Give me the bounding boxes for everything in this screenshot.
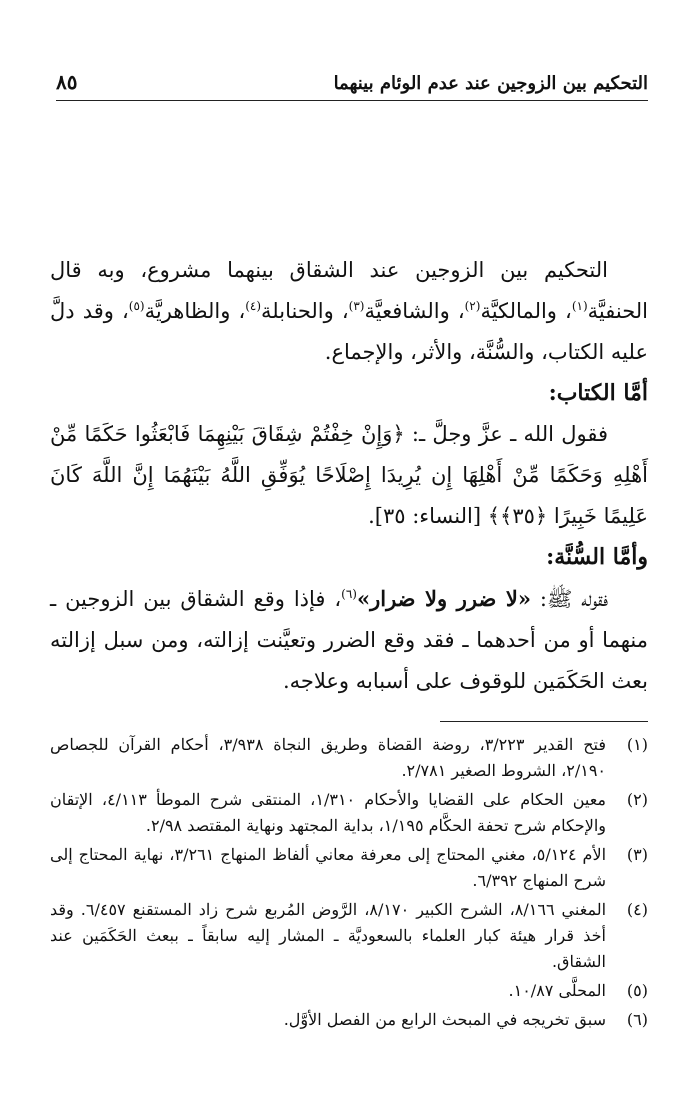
footnote-ref-6: (٦) bbox=[341, 587, 357, 601]
footnote-text: فتح القدير ٣/٢٢٣، روضة القضاة وطريق النجاة ٣/٩٣٨، أحكام القرآن للجصاص ٢/١٩٠، الشروط الصغير ٢/٧٨١. bbox=[50, 735, 607, 780]
footnote-item bbox=[50, 732, 648, 784]
footnote-separator bbox=[440, 721, 648, 722]
footnote-text: المحلَّى ١٠/٨٧. bbox=[508, 981, 606, 1000]
intro-text: ، وقد دلَّ عليه الكتاب، والسُّنَّة، والأثر، والإجماع. bbox=[50, 299, 648, 364]
footnote-item bbox=[50, 897, 648, 975]
footnote-ref-4: (٤) bbox=[245, 299, 262, 313]
hadith-text: «لا ضرر ولا ضرار» bbox=[356, 586, 531, 611]
footnote-text: المغني ٨/١٦٦، الشرح الكبير ٨/١٧٠، الرَّوض المُربع شرح زاد المستقنع ٦/٤٥٧. وقد أخذ قرار هيئة كبار العلماء بالسعوديَّة ـ المشار إليه سابقاً ـ ببعث الحَكَمَين عند الشقاق. bbox=[50, 900, 607, 971]
footnote-ref-1: (١) bbox=[571, 299, 588, 313]
footnote-text: الأم ٥/١٢٤، مغني المحتاج إلى معرفة معاني ألفاظ المنهاج ٣/٢٦١، نهاية المحتاج إلى شرح المنهاج ٦/٣٩٢. bbox=[50, 845, 607, 890]
page-number: ٨٥ bbox=[56, 70, 78, 94]
sunnah-rest: ، فإذا وقع الشقاق بين الزوجين ـ منهما أو من أحدهما ـ فقد وقع الضرر وتعيَّنت إزالته، ومن سبل إزالته بعث الحَكَمَين للوقوف على أسبابه وعلاجه. bbox=[50, 587, 648, 693]
quran-verse: ﴿وَإِنْ خِفْتُمْ شِقَاقَ بَيْنِهِمَا فَابْعَثُوا حَكَمًا مِّنْ أَهْلِهِ وَحَكَمًا مِّنْ أَهْلِهَا إِن يُرِيدَا إِصْلَاحًا يُوَفِّقِ اللَّهُ بَيْنَهُمَا إِنَّ اللَّهَ كَانَ عَلِيمًا خَبِيرًا ﴿٣٥﴾﴾ bbox=[50, 422, 648, 528]
intro-text: ، والمالكيَّة bbox=[480, 299, 572, 323]
quran-reference: [النساء: ٣٥]. bbox=[368, 504, 482, 528]
footnotes bbox=[50, 732, 648, 1036]
footnote-text: سبق تخريجه في المبحث الرابع من الفصل الأوَّل. bbox=[283, 1010, 606, 1029]
footnote-number: (١) bbox=[626, 735, 648, 754]
intro-paragraph bbox=[50, 250, 648, 373]
footnote-ref-3: (٣) bbox=[348, 299, 365, 313]
main-text bbox=[50, 250, 648, 702]
kitab-paragraph bbox=[50, 414, 648, 537]
footnote-number: (٥) bbox=[626, 981, 648, 1000]
footnote-item bbox=[50, 787, 648, 839]
kitab-intro: فقول الله ـ عزَّ وجلَّ ـ: bbox=[411, 422, 608, 446]
heading-sunnah: وأمَّا السُّنَّة: bbox=[546, 544, 648, 570]
footnote-text: معين الحكام على القضايا والأحكام ١/٣١٠، المنتقى شرح الموطأ ٤/١١٣، الإتقان والإحكام شرح تحفة الحكَّام ١/١٩٥، بداية المجتهد ونهاية المقتصد ٢/٩٨. bbox=[50, 790, 607, 835]
intro-text: ، والظاهريَّة bbox=[144, 299, 246, 323]
footnote-item bbox=[50, 842, 648, 894]
intro-text: ، والحنابلة bbox=[261, 299, 349, 323]
footnote-number: (٤) bbox=[626, 900, 648, 919]
footnote-number: (٣) bbox=[626, 845, 648, 864]
footnote-number: (٢) bbox=[626, 790, 648, 809]
footnote-item bbox=[50, 978, 648, 1004]
sunnah-paragraph bbox=[50, 578, 648, 702]
footnote-item bbox=[50, 1007, 648, 1033]
page-header bbox=[56, 58, 648, 101]
intro-text: ، والشافعيَّة bbox=[364, 299, 465, 323]
footnote-ref-5: (٥) bbox=[128, 299, 145, 313]
running-title: التحكيم بين الزوجين عند عدم الوئام بينهما bbox=[333, 73, 648, 94]
footnote-ref-2: (٢) bbox=[464, 299, 481, 313]
sunnah-intro: فقوله ﷺ: bbox=[539, 587, 608, 611]
heading-kitab: أمَّا الكتاب: bbox=[548, 380, 648, 406]
footnote-number: (٦) bbox=[626, 1010, 648, 1029]
intro-text: التحكيم بين الزوجين عند الشقاق بينهما مشروع، وبه قال الحنفيَّة bbox=[50, 258, 648, 323]
